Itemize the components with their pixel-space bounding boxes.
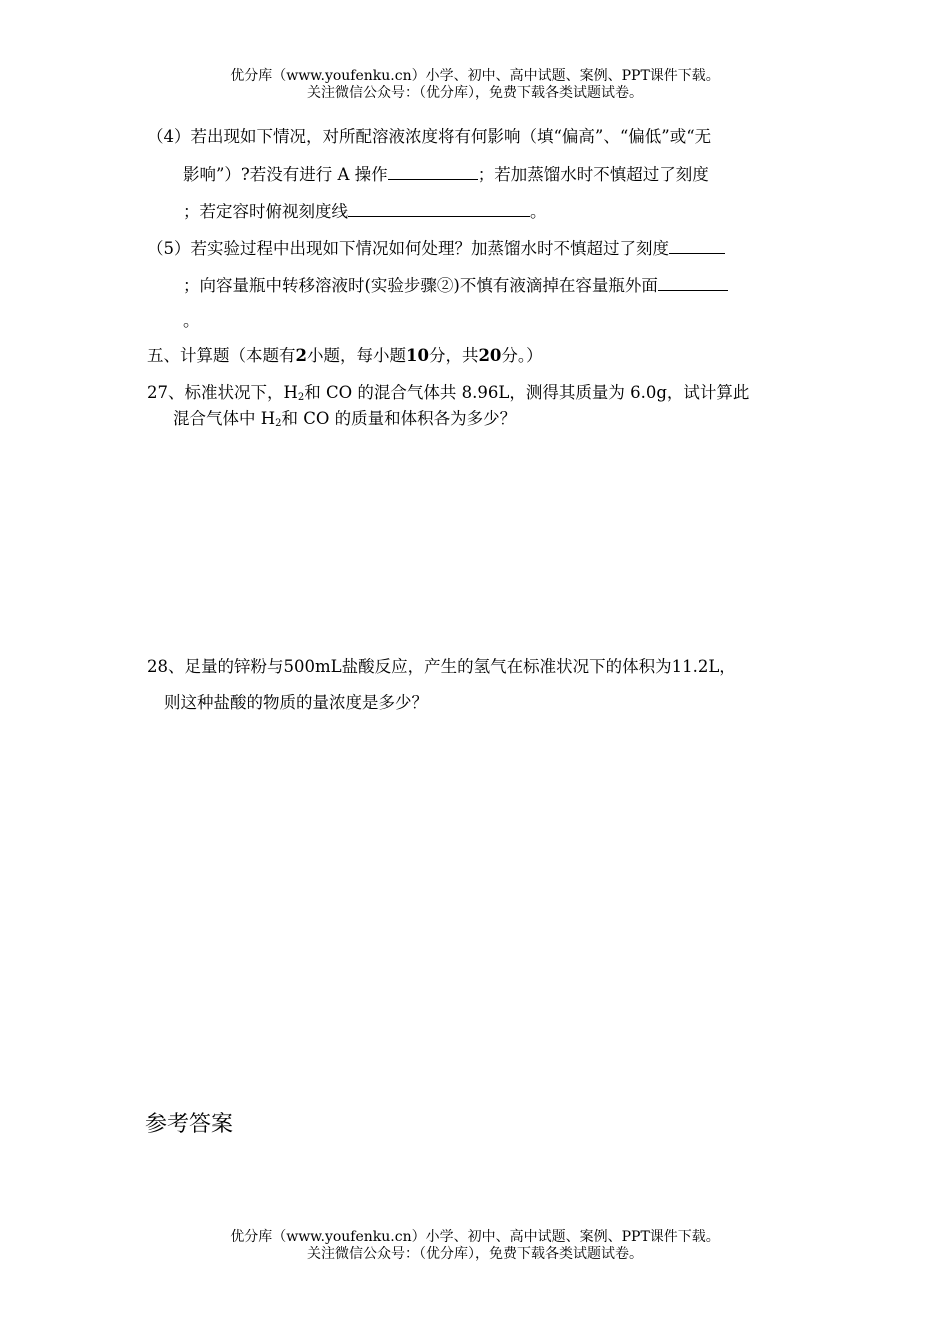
q27-text-1a: 27、标准状况下，H <box>147 383 298 402</box>
section5-heading <box>147 346 543 366</box>
q4-text-2a: 影响”）?若没有进行 A 操作 <box>183 165 388 184</box>
footer-line-1: 优分库（www.youfenku.cn）小学、初中、高中试题、案例、PPT课件下载。 <box>230 1229 720 1245</box>
q4-text-3a: ；若定容时俯视刻度线 <box>183 202 348 221</box>
page-header <box>0 68 950 102</box>
q4-line-1 <box>147 127 711 147</box>
q4-text-2b: ；若加蒸馏水时不慎超过了刻度 <box>477 165 709 184</box>
answers-title: 参考答案 <box>145 1112 234 1137</box>
section5-text-g: 分。） <box>501 346 543 365</box>
q4-line-2 <box>183 163 709 185</box>
q27-text-1b: 和 CO 的混合气体共 8.96L，测得其质量为 6.0g，试计算此 <box>304 383 750 402</box>
section5-text-e: 分，共 <box>428 346 479 365</box>
q4-line-3 <box>183 200 547 222</box>
q4-text-3b: 。 <box>530 202 547 221</box>
q5-blank-a[interactable] <box>669 237 725 254</box>
q28-line-1 <box>147 657 736 677</box>
q4-blank-a[interactable] <box>388 163 478 180</box>
section5-text-a: 五、计算题（本题有 <box>147 346 296 365</box>
q5-text-3: 。 <box>183 311 200 330</box>
q27-line-2 <box>173 409 516 434</box>
section5-text-c: 小题，每小题 <box>306 346 406 365</box>
q5-line-2 <box>183 274 728 296</box>
footer-line-2: 关注微信公众号：（优分库），免费下载各类试题试卷。 <box>307 1246 643 1262</box>
section5-points-total: 20 <box>478 346 502 365</box>
q5-text-1: （5）若实验过程中出现如下情况如何处理？加蒸馏水时不慎超过了刻度 <box>147 239 669 258</box>
q5-text-2: ；向容量瓶中转移溶液时(实验步骤②)不慎有液滴掉在容量瓶外面 <box>183 276 658 295</box>
q27-text-2b: 和 CO 的质量和体积各为多少？ <box>281 409 517 428</box>
section5-points-each: 10 <box>405 346 429 365</box>
q4-text-1: （4）若出现如下情况，对所配溶液浓度将有何影响（填“偏高”、“偏低”或“无 <box>147 127 712 146</box>
q27-line-1 <box>147 383 749 408</box>
header-line-1: 优分库（www.youfenku.cn）小学、初中、高中试题、案例、PPT课件下载。 <box>230 68 720 84</box>
q5-blank-b[interactable] <box>658 274 728 291</box>
q28-line-2 <box>164 693 428 713</box>
q27-subscript-2: 2 <box>275 418 282 429</box>
page-footer <box>0 1229 950 1263</box>
q28-text-2: 则这种盐酸的物质的量浓度是多少？ <box>164 693 428 712</box>
q27-text-2a: 混合气体中 H <box>173 409 276 428</box>
q5-line-3 <box>183 311 200 331</box>
q28-text-1: 28、足量的锌粉与500mL盐酸反应，产生的氢气在标准状况下的体积为11.2L， <box>147 657 736 676</box>
q5-line-1 <box>147 237 725 259</box>
section5-count: 2 <box>295 346 307 365</box>
q27-subscript-1: 2 <box>297 392 305 403</box>
header-line-2: 关注微信公众号：（优分库），免费下载各类试题试卷。 <box>307 85 643 101</box>
q4-blank-b[interactable] <box>348 200 530 217</box>
